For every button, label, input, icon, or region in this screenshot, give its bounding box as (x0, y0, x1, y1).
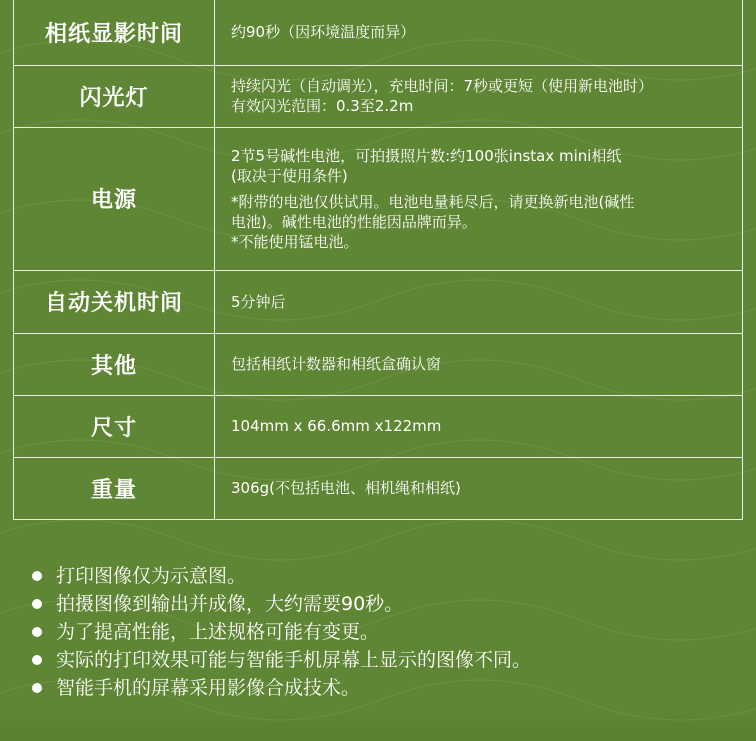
spec-value-line: *不能使用锰电池。 (231, 232, 359, 251)
note-text: 实际的打印效果可能与智能手机屏幕上显示的图像不同。 (56, 649, 532, 671)
spec-value (215, 333, 743, 395)
spec-row-development-time (14, 0, 743, 65)
spec-value-line: 2节5号碱性电池，可拍摄照片数:约100张instax mini相纸 (231, 146, 622, 165)
spec-value-line: 有效闪光范围：0.3至2.2m (231, 97, 414, 115)
spec-table (13, 0, 743, 520)
spec-row-weight (14, 457, 743, 519)
bullet-icon (32, 655, 42, 665)
spec-value-line: 包括相纸计数器和相纸盒确认窗 (231, 355, 442, 373)
note-item (32, 674, 531, 702)
spec-value-line: (取决于使用条件) (231, 166, 348, 185)
spec-label: 相纸显影时间 (14, 0, 215, 65)
spec-value-line: 306g(不包括电池、相机绳和相纸) (231, 479, 461, 497)
notes-list (32, 562, 531, 702)
spec-value-line: *附带的电池仅供试用。电池电量耗尽后，请更换新电池(碱性 (231, 192, 635, 211)
spec-row-flash (14, 65, 743, 127)
spec-value-line: 持续闪光（自动调光），充电时间：7秒或更短（使用新电池时） (231, 77, 654, 95)
note-item (32, 590, 531, 618)
spec-value (215, 0, 743, 65)
spec-value-line: 电池)。碱性电池的性能因品牌而异。 (231, 212, 477, 231)
spec-label: 自动关机时间 (14, 270, 215, 333)
spec-label: 电源 (14, 127, 215, 270)
spec-value-line: 5分钟后 (231, 292, 286, 311)
note-text: 拍摄图像到输出并成像，大约需要90秒。 (56, 593, 404, 615)
spec-value-line: 约90秒（因环境温度而异） (231, 23, 416, 42)
bullet-icon (32, 627, 42, 637)
note-item (32, 562, 531, 590)
bullet-icon (32, 683, 42, 693)
spec-row-other (14, 333, 743, 395)
spec-value-line: 104mm x 66.6mm x122mm (231, 417, 442, 435)
note-item (32, 646, 531, 674)
note-text: 打印图像仅为示意图。 (56, 565, 247, 587)
bullet-icon (32, 599, 42, 609)
spec-row-power (14, 127, 743, 270)
spec-value (215, 65, 743, 127)
spec-label: 其他 (14, 333, 215, 395)
note-item (32, 618, 531, 646)
note-text: 为了提高性能，上述规格可能有变更。 (56, 621, 380, 643)
bullet-icon (32, 571, 42, 581)
note-text: 智能手机的屏幕采用影像合成技术。 (56, 677, 361, 699)
spec-label: 重量 (14, 457, 215, 519)
spec-value (215, 127, 743, 270)
spec-value (215, 457, 743, 519)
spec-row-dimensions (14, 395, 743, 457)
spec-row-auto-off (14, 270, 743, 333)
bottom-shade (0, 711, 756, 741)
spec-value (215, 270, 743, 333)
spec-label: 尺寸 (14, 395, 215, 457)
spec-label: 闪光灯 (14, 65, 215, 127)
spec-value (215, 395, 743, 457)
